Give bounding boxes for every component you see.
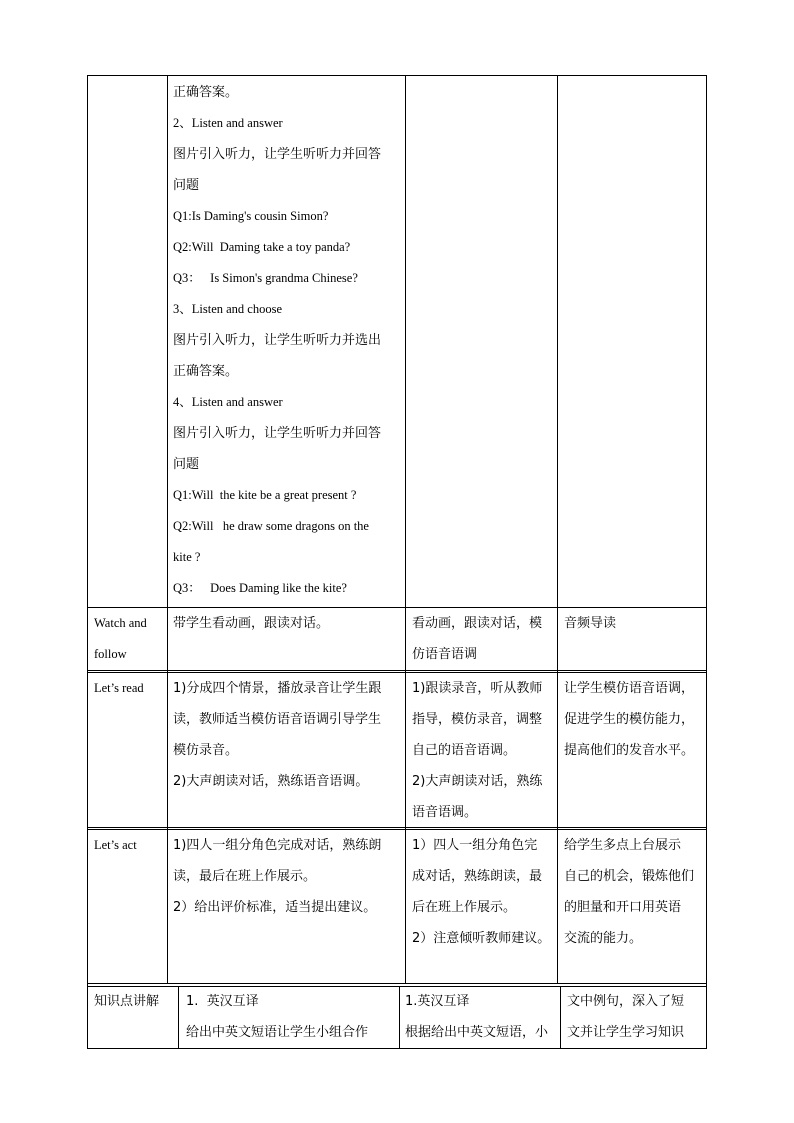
text-line: 问题 (173, 178, 200, 193)
text-line: 成对话，熟练朗读，最 (412, 869, 543, 884)
cell-purpose-read (564, 673, 704, 766)
label-line: Let’s act (94, 838, 137, 852)
row-divider (87, 670, 707, 671)
text-line: 指导，模仿录音，调整 (412, 712, 543, 727)
column-divider (560, 986, 561, 1049)
text-line: 自己的语音语调。 (412, 743, 517, 758)
text-line: 1. 英汉互译 (186, 994, 259, 1009)
text-line: 看动画，跟读对话，模 (412, 616, 543, 631)
table-border-left (87, 75, 88, 1049)
text-line: Q2:Will he draw some dragons on the (173, 519, 369, 533)
cell-purpose-watch (564, 608, 704, 639)
label-line: Let’s read (94, 681, 144, 695)
text-line: 提高他们的发音水平。 (564, 743, 695, 758)
text-line: 自己的机会，锻炼他们 (564, 869, 695, 884)
label-line (94, 608, 162, 639)
cell-teacher-watch (173, 608, 401, 639)
cell-student-watch (412, 608, 554, 670)
text-line: Q3： Is Simon's grandma Chinese? (173, 271, 358, 285)
text-line: 给学生多点上台展示 (564, 838, 682, 853)
cell-purpose-knowledge (567, 986, 705, 1048)
text-line: kite ? (173, 550, 201, 564)
text-line: 正确答案。 (173, 85, 239, 100)
text-line: 3、Listen and choose (173, 302, 283, 316)
text-line: 模仿录音。 (173, 743, 239, 758)
column-divider (405, 75, 406, 984)
column-divider (178, 986, 179, 1049)
text-line: 1.英汉互译 (405, 994, 470, 1009)
text-line: 2)大声朗读对话，熟练 (412, 774, 543, 789)
text-line: 1)跟读录音，听从教师 (412, 681, 543, 696)
text-line: 读，教师适当模仿语音语调引导学生 (173, 712, 382, 727)
text-line: 问题 (173, 457, 200, 472)
cell-student-act (412, 830, 554, 954)
text-line: 交流的能力。 (564, 931, 643, 946)
text-line: 语音语调。 (412, 805, 478, 820)
text-line: 读，最后在班上作展示。 (173, 869, 317, 884)
text-line: 根据给出中英文短语，小 (405, 1025, 549, 1040)
cell-student-read (412, 673, 554, 828)
text-line: 1）四人一组分角色完 (412, 838, 538, 853)
label-line: 知识点讲解 (94, 994, 160, 1009)
text-line: 文中例句，深入了短 (567, 994, 685, 1009)
cell-teacher-knowledge (186, 986, 396, 1048)
column-divider (399, 986, 400, 1049)
text-line: 2)大声朗读对话，熟练语音语调。 (173, 774, 369, 789)
text-line: Q3： Does Daming like the kite? (173, 581, 347, 595)
text-line: 4、Listen and answer (173, 395, 283, 409)
text-line: 1)分成四个情景，播放录音让学生跟 (173, 681, 382, 696)
table-border-bottom (87, 1048, 707, 1049)
cell-teacher-read (173, 673, 401, 797)
column-divider (557, 75, 558, 984)
text-line: 图片引入听力，让学生听听力并回答 (173, 147, 382, 162)
text-line: 2）注意倾听教师建议。 (412, 931, 551, 946)
text-line: 给出中英文短语让学生小组合作 (186, 1025, 369, 1040)
column-divider (167, 75, 168, 984)
label-line: follow (94, 647, 127, 661)
label-word: and (128, 616, 147, 630)
text-line: 让学生模仿语音语调， (564, 681, 695, 696)
text-line: 2、Listen and answer (173, 116, 283, 130)
text-line: 正确答案。 (173, 364, 239, 379)
cell-teacher-act (173, 830, 401, 923)
cell-student-knowledge (405, 986, 558, 1048)
text-line: 仿语音语调 (412, 647, 478, 662)
row-divider (87, 983, 707, 984)
text-line: 促进学生的模仿能力， (564, 712, 695, 727)
cell-purpose-act (564, 830, 704, 954)
cell-label-watch-and-follow (94, 608, 162, 670)
text-line: 的胆量和开口用英语 (564, 900, 682, 915)
cell-label-knowledge-points (94, 986, 176, 1017)
text-line: Q1:Is Daming's cousin Simon? (173, 209, 329, 223)
text-line: Q2:Will Daming take a toy panda? (173, 240, 351, 254)
text-line: 2）给出评价标准，适当提出建议。 (173, 900, 377, 915)
label-word: Watch (94, 616, 126, 630)
text-line: 文并让学生学习知识 (567, 1025, 685, 1040)
cell-label-lets-act (94, 830, 164, 861)
text-line: 1)四人一组分角色完成对话，熟练朗 (173, 838, 382, 853)
cell-label-lets-read (94, 673, 164, 704)
text-line: Q1:Will the kite be a great present ? (173, 488, 357, 502)
text-line: 图片引入听力，让学生听听力并选出 (173, 333, 382, 348)
cell-activities (173, 77, 401, 604)
text-line: 图片引入听力，让学生听听力并回答 (173, 426, 382, 441)
table-border-right (706, 75, 707, 1049)
table-border-top (87, 75, 707, 76)
row-divider (87, 827, 707, 828)
text-line: 后在班上作展示。 (412, 900, 517, 915)
text-line: 音频导读 (564, 616, 617, 631)
text-line: 带学生看动画，跟读对话。 (173, 616, 330, 631)
